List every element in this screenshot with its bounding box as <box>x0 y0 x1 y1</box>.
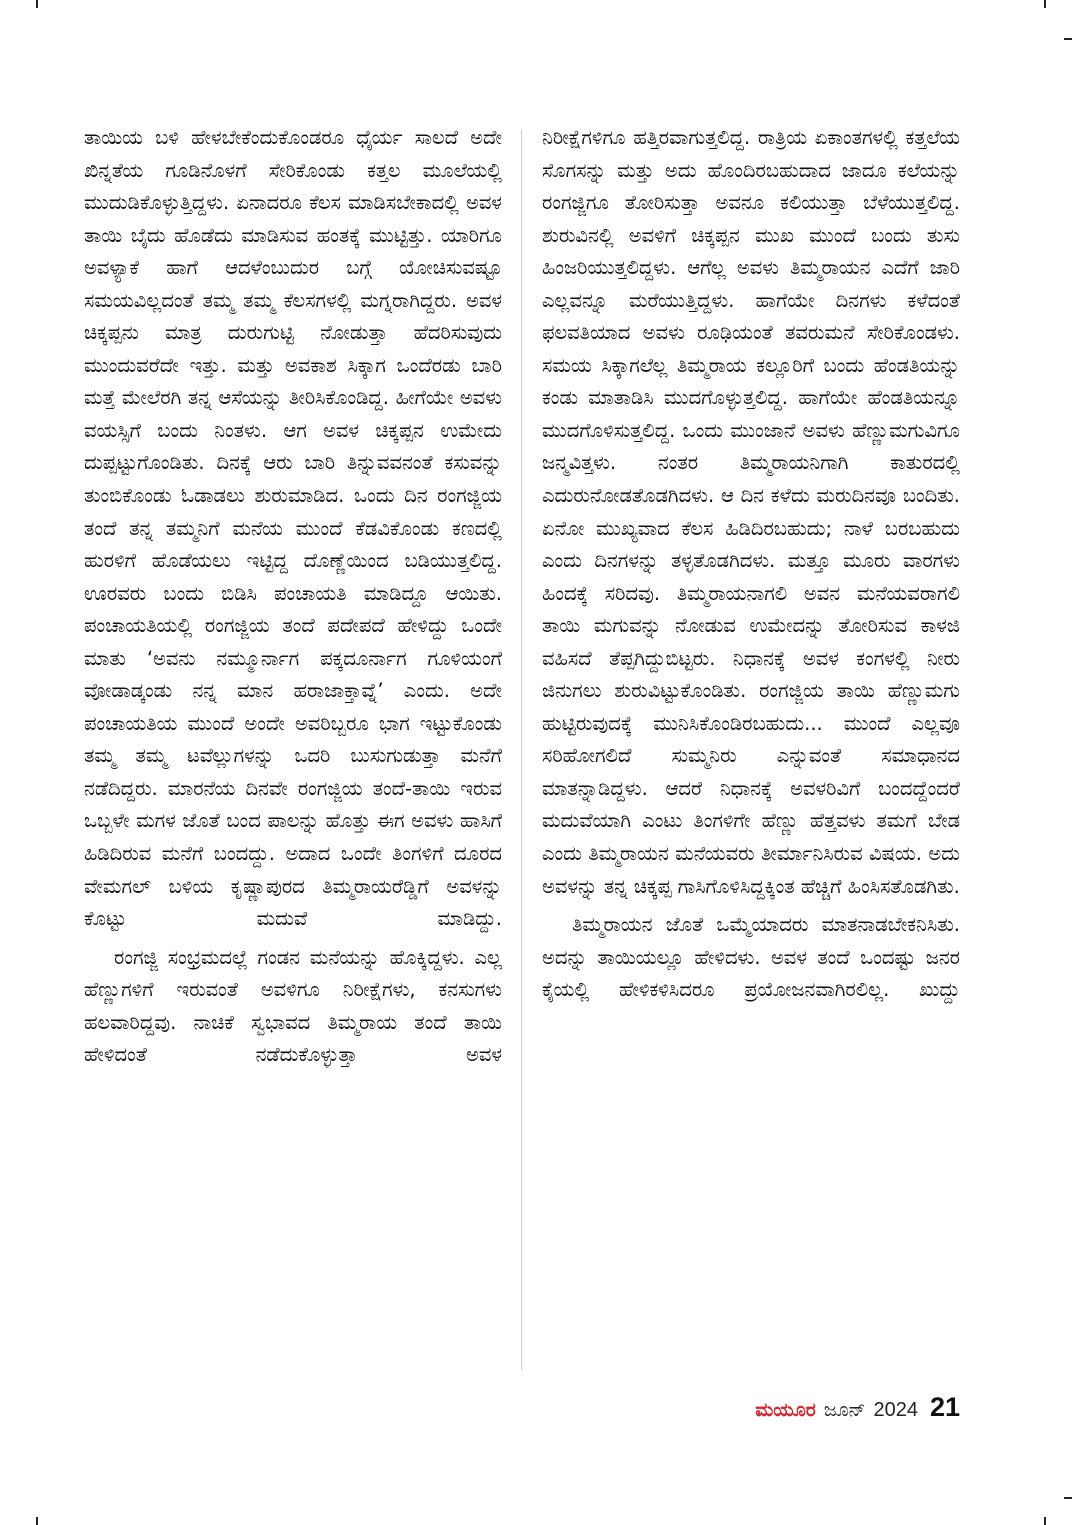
column-divider <box>521 130 522 1370</box>
crop-mark <box>1044 1517 1046 1525</box>
issue-year: 2024 <box>873 1399 918 1421</box>
page-footer <box>755 1392 960 1432</box>
magazine-logo: ಮಯೂರ <box>755 1399 816 1421</box>
issue-month: ಜೂನ್ <box>823 1399 866 1421</box>
crop-mark <box>36 1517 38 1525</box>
right-text-column <box>542 122 960 1007</box>
crop-mark <box>36 0 38 8</box>
crop-mark <box>1064 38 1072 40</box>
body-paragraph: ರಂಗಜ್ಜಿ ಸಂಭ್ರಮದಲ್ಲೆ ಗಂಡನ ಮನೆಯನ್ನು ಹೊಕ್ಕಿದ್ದಳು. ಎಲ್ಲ ಹೆಣ್ಣುಗಳಿಗೆ ಇರುವಂತೆ ಅವಳಿಗೂ ನಿರೀಕ್ಷೆಗಳು, ಕನಸುಗಳು ಹಲವಾರಿದ್ದವು. ನಾಚಿಕೆ ಸ್ವಭಾವದ ತಿಮ್ಮರಾಯ ತಂದೆ ತಾಯಿ ಹೇಳಿದಂತೆ ನಡೆದುಕೊಳ್ಳುತ್ತಾ ಅವಳ <box>84 945 502 1067</box>
left-text-column <box>84 122 502 1072</box>
page-number: 21 <box>929 1392 960 1422</box>
crop-mark <box>1044 0 1046 8</box>
body-paragraph: ನಿರೀಕ್ಷೆಗಳಿಗೂ ಹತ್ತಿರವಾಗುತ್ತಲಿದ್ದ. ರಾತ್ರಿಯ ಏಕಾಂತಗಳಲ್ಲಿ ಕತ್ತಲೆಯ ಸೊಗಸನ್ನು ಮತ್ತು ಅದು ಹೊಂದಿರಬಹುದಾದ ಜಾದೂ ಕಲೆಯನ್ನು ರಂಗಜ್ಜಿಗೂ ತೋರಿಸುತ್ತಾ ಅವನೂ ಕಲಿಯುತ್ತಾ ಬೆಳೆಯುತ್ತಲಿದ್ದ. ಶುರುವಿನಲ್ಲಿ ಅವಳಿಗೆ ಚಿಕ್ಕಪ್ಪನ ಮುಖ ಮುಂದೆ ಬಂದು ತುಸು ಹಿಂಜರಿಯುತ್ತಲಿದ್ದಳು. ಆಗೆಲ್ಲ ಅವಳು ತಿಮ್ಮರಾಯನ ಎದೆಗೆ ಜಾರಿ ಎಲ್ಲವನ್ನೂ ಮರೆಯುತ್ತಿದ್ದಳು. ಹಾಗೆಯೇ ದಿನಗಳು ಕಳೆದಂತೆ ಫಲವತಿಯಾದ ಅವಳು ರೂಢಿಯಂತೆ ತವರುಮನೆ ಸೇರಿಕೊಂಡಳು. ಸಮಯ ಸಿಕ್ಕಾಗಲೆಲ್ಲ ತಿಮ್ಮರಾಯ ಕಲ್ಲೂರಿಗೆ ಬಂದು ಹೆಂಡತಿಯನ್ನು ಕಂಡು ಮಾತಾಡಿಸಿ ಮುದಗೊಳ್ಳುತ್ತಲಿದ್ದ. ಹಾಗೆಯೇ ಹೆಂಡತಿಯನ್ನೂ ಮುದಗೊಳಿಸುತ್ತಲಿದ್ದ. ಒಂದು ಮುಂಜಾನೆ ಅವಳು ಹೆಣ್ಣುಮಗುವಿಗೂ ಜನ್ಮವಿತ್ತಳು. ನಂತರ ತಿಮ್ಮರಾಯನಿಗಾಗಿ ಕಾತುರದಲ್ಲಿ ಎದುರುನೋಡತೊಡಗಿದಳು. ಆ ದಿನ ಕಳೆದು ಮರುದಿನವೂ ಬಂದಿತು. ಏನೋ ಮುಖ್ಯವಾದ ಕೆಲಸ ಹಿಡಿದಿರಬಹುದು; ನಾಳೆ ಬರಬಹುದು ಎಂದು ದಿನಗಳನ್ನು ತಳ್ಳತೊಡಗಿದಳು. ಮತ್ತೂ ಮೂರು ವಾರಗಳು ಹಿಂದಕ್ಕೆ ಸರಿದವು. ತಿಮ್ಮರಾಯನಾಗಲಿ ಅವನ ಮನೆಯವರಾಗಲಿ ತಾಯಿ ಮಗುವನ್ನು ನೋಡುವ ಉಮೇದನ್ನು ತೋರಿಸುವ ಕಾಳಜಿ ವಹಿಸದೆ ತೆಪ್ಪಗಿದ್ದುಬಿಟ್ಟರು. ನಿಧಾನಕ್ಕೆ ಅವಳ ಕಂಗಳಲ್ಲಿ ನೀರು ಜಿನುಗಲು ಶುರುವಿಟ್ಟುಕೊಂಡಿತು. ರಂಗಜ್ಜಿಯ ತಾಯಿ ಹೆಣ್ಣುಮಗು ಹುಟ್ಟಿರುವುದಕ್ಕೆ ಮುನಿಸಿಕೊಂಡಿರಬಹುದು... ಮುಂದೆ ಎಲ್ಲವೂ ಸರಿಹೋಗಲಿದೆ ಸುಮ್ಮನಿರು ಎನ್ನುವಂತೆ ಸಮಾಧಾನದ ಮಾತನ್ನಾಡಿದ್ದಳು. ಆದರೆ ನಿಧಾನಕ್ಕೆ ಅವಳರಿವಿಗೆ ಬಂದದ್ದೆಂದರೆ ಮದುವೆಯಾಗಿ ಎಂಟು ತಿಂಗಳಿಗೇ ಹೆಣ್ಣು ಹೆತ್ತವಳು ತಮಗೆ ಬೇಡ ಎಂದು ತಿಮ್ಮರಾಯನ ಮನೆಯವರು ತೀರ್ಮಾನಿಸಿರುವ ವಿಷಯ. ಅದು ಅವಳನ್ನು ತನ್ನ ಚಿಕ್ಕಪ್ಪ ಗಾಸಿಗೊಳಿಸಿದ್ದಕ್ಕಿಂತ ಹೆಚ್ಚಿಗೆ ಹಿಂಸಿಸತೊಡಗಿತು. <box>542 126 960 898</box>
body-paragraph: ತಾಯಿಯ ಬಳಿ ಹೇಳಬೇಕೆಂದುಕೊಂಡರೂ ಧೈರ್ಯ ಸಾಲದೆ ಅದೇ ಖಿನ್ನತೆಯ ಗೂಡಿನೊಳಗೆ ಸೇರಿಕೊಂಡು ಕತ್ತಲ ಮೂಲೆಯಲ್ಲಿ ಮುದುಡಿಕೊಳ್ಳುತ್ತಿದ್ದಳು. ಏನಾದರೂ ಕೆಲಸ ಮಾಡಿಸಬೇಕಾದಲ್ಲಿ ಅವಳ ತಾಯಿ ಬೈದು ಹೊಡೆದು ಮಾಡಿಸುವ ಹಂತಕ್ಕೆ ಮುಟ್ಟಿತ್ತು. ಯಾರಿಗೂ ಅವಳ್ಯಾಕೆ ಹಾಗೆ ಆದಳೆಂಬುದುರ ಬಗ್ಗೆ ಯೋಚಿಸುವಷ್ಟೂ ಸಮಯವಿಲ್ಲದಂತೆ ತಮ್ಮ ತಮ್ಮ ಕೆಲಸಗಳಲ್ಲಿ ಮಗ್ನರಾಗಿದ್ದರು. ಅವಳ ಚಿಕ್ಕಪ್ಪನು ಮಾತ್ರ ದುರುಗುಟ್ಟಿ ನೋಡುತ್ತಾ ಹೆದರಿಸುವುದು ಮುಂದುವರೆದೇ ಇತ್ತು. ಮತ್ತು ಅವಕಾಶ ಸಿಕ್ಕಾಗ ಒಂದೆರಡು ಬಾರಿ ಮತ್ತೆ ಮೇಲೆರಗಿ ತನ್ನ ಆಸೆಯನ್ನು ತೀರಿಸಿಕೊಂಡಿದ್ದ. ಹೀಗೆಯೇ ಅವಳು ವಯಸ್ಸಿಗೆ ಬಂದು ನಿಂತಳು. ಆಗ ಅವಳ ಚಿಕ್ಕಪ್ಪನ ಉಮೇದು ದುಪ್ಪಟ್ಟುಗೊಂಡಿತು. ದಿನಕ್ಕೆ ಆರು ಬಾರಿ ತಿನ್ನುವವನಂತೆ ಕಸುವನ್ನು ತುಂಬಿಕೊಂಡು ಓಡಾಡಲು ಶುರುಮಾಡಿದ. ಒಂದು ದಿನ ರಂಗಜ್ಜಿಯ ತಂದೆ ತನ್ನ ತಮ್ಮನಿಗೆ ಮನೆಯ ಮುಂದೆ ಕೆಡವಿಕೊಂಡು ಕಣದಲ್ಲಿ ಹುರಳಿಗೆ ಹೊಡೆಯಲು ಇಟ್ಟಿದ್ದ ದೊಣ್ಣೆಯಿಂದ ಬಡಿಯುತ್ತಲಿದ್ದ. ಊರವರು ಬಂದು ಬಿಡಿಸಿ ಪಂಚಾಯತಿ ಮಾಡಿದ್ದೂ ಆಯಿತು. ಪಂಚಾಯತಿಯಲ್ಲಿ ರಂಗಜ್ಜಿಯ ತಂದೆ ಪದೇಪದೆ ಹೇಳಿದ್ದು ಒಂದೇ ಮಾತು ‘ಅವನು ನಮ್ಮೂರ್ನಾಗ ಪಕ್ಕದೂರ್ನಾಗ ಗೂಳಿಯಂಗೆ ವೋಡಾಡ್ಕಂಡು ನನ್ನ ಮಾನ ಹರಾಜಾಕ್ತಾವ್ನೆ’ ಎಂದು. ಅದೇ ಪಂಚಾಯತಿಯ ಮುಂದೆ ಅಂದೇ ಅವರಿಬ್ಬರೂ ಭಾಗ ಇಟ್ಟುಕೊಂಡು ತಮ್ಮ ತಮ್ಮ ಟವೆಲ್ಲುಗಳನ್ನು ಒದರಿ ಬುಸುಗುಡುತ್ತಾ ಮನೆಗೆ ನಡೆದಿದ್ದರು. ಮಾರನೆಯ ದಿನವೇ ರಂಗಜ್ಜಿಯ ತಂದೆ-ತಾಯಿ ಇರುವ ಒಬ್ಬಳೇ ಮಗಳ ಜೊತೆ ಬಂದ ಪಾಲನ್ನು ಹೊತ್ತು ಈಗ ಅವಳು ಹಾಸಿಗೆ ಹಿಡಿದಿರುವ ಮನೆಗೆ ಬಂದದ್ದು. ಅದಾದ ಒಂದೇ ತಿಂಗಳಿಗೆ ದೂರದ ವೇಮಗಲ್ ಬಳಿಯ ಕೃಷ್ಣಾಪುರದ ತಿಮ್ಮರಾಯರೆಡ್ಡಿಗೆ ಅವಳನ್ನು ಕೊಟ್ಟು ಮದುವೆ ಮಾಡಿದ್ದು. <box>84 126 502 931</box>
body-paragraph: ತಿಮ್ಮರಾಯನ ಜೊತೆ ಒಮ್ಮೆಯಾದರು ಮಾತನಾಡಬೇಕನಿಸಿತು. ಅದನ್ನು ತಾಯಿಯಲ್ಲೂ ಹೇಳಿದಳು. ಅವಳ ತಂದೆ ಒಂದಷ್ಟು ಜನರ ಕೈಯಲ್ಲಿ ಹೇಳಿಕಳಿಸಿದರೂ ಪ್ರಯೋಜನವಾಗಿರಲಿಲ್ಲ. ಖುದ್ದು <box>542 913 960 1002</box>
crop-mark <box>1064 1497 1072 1499</box>
